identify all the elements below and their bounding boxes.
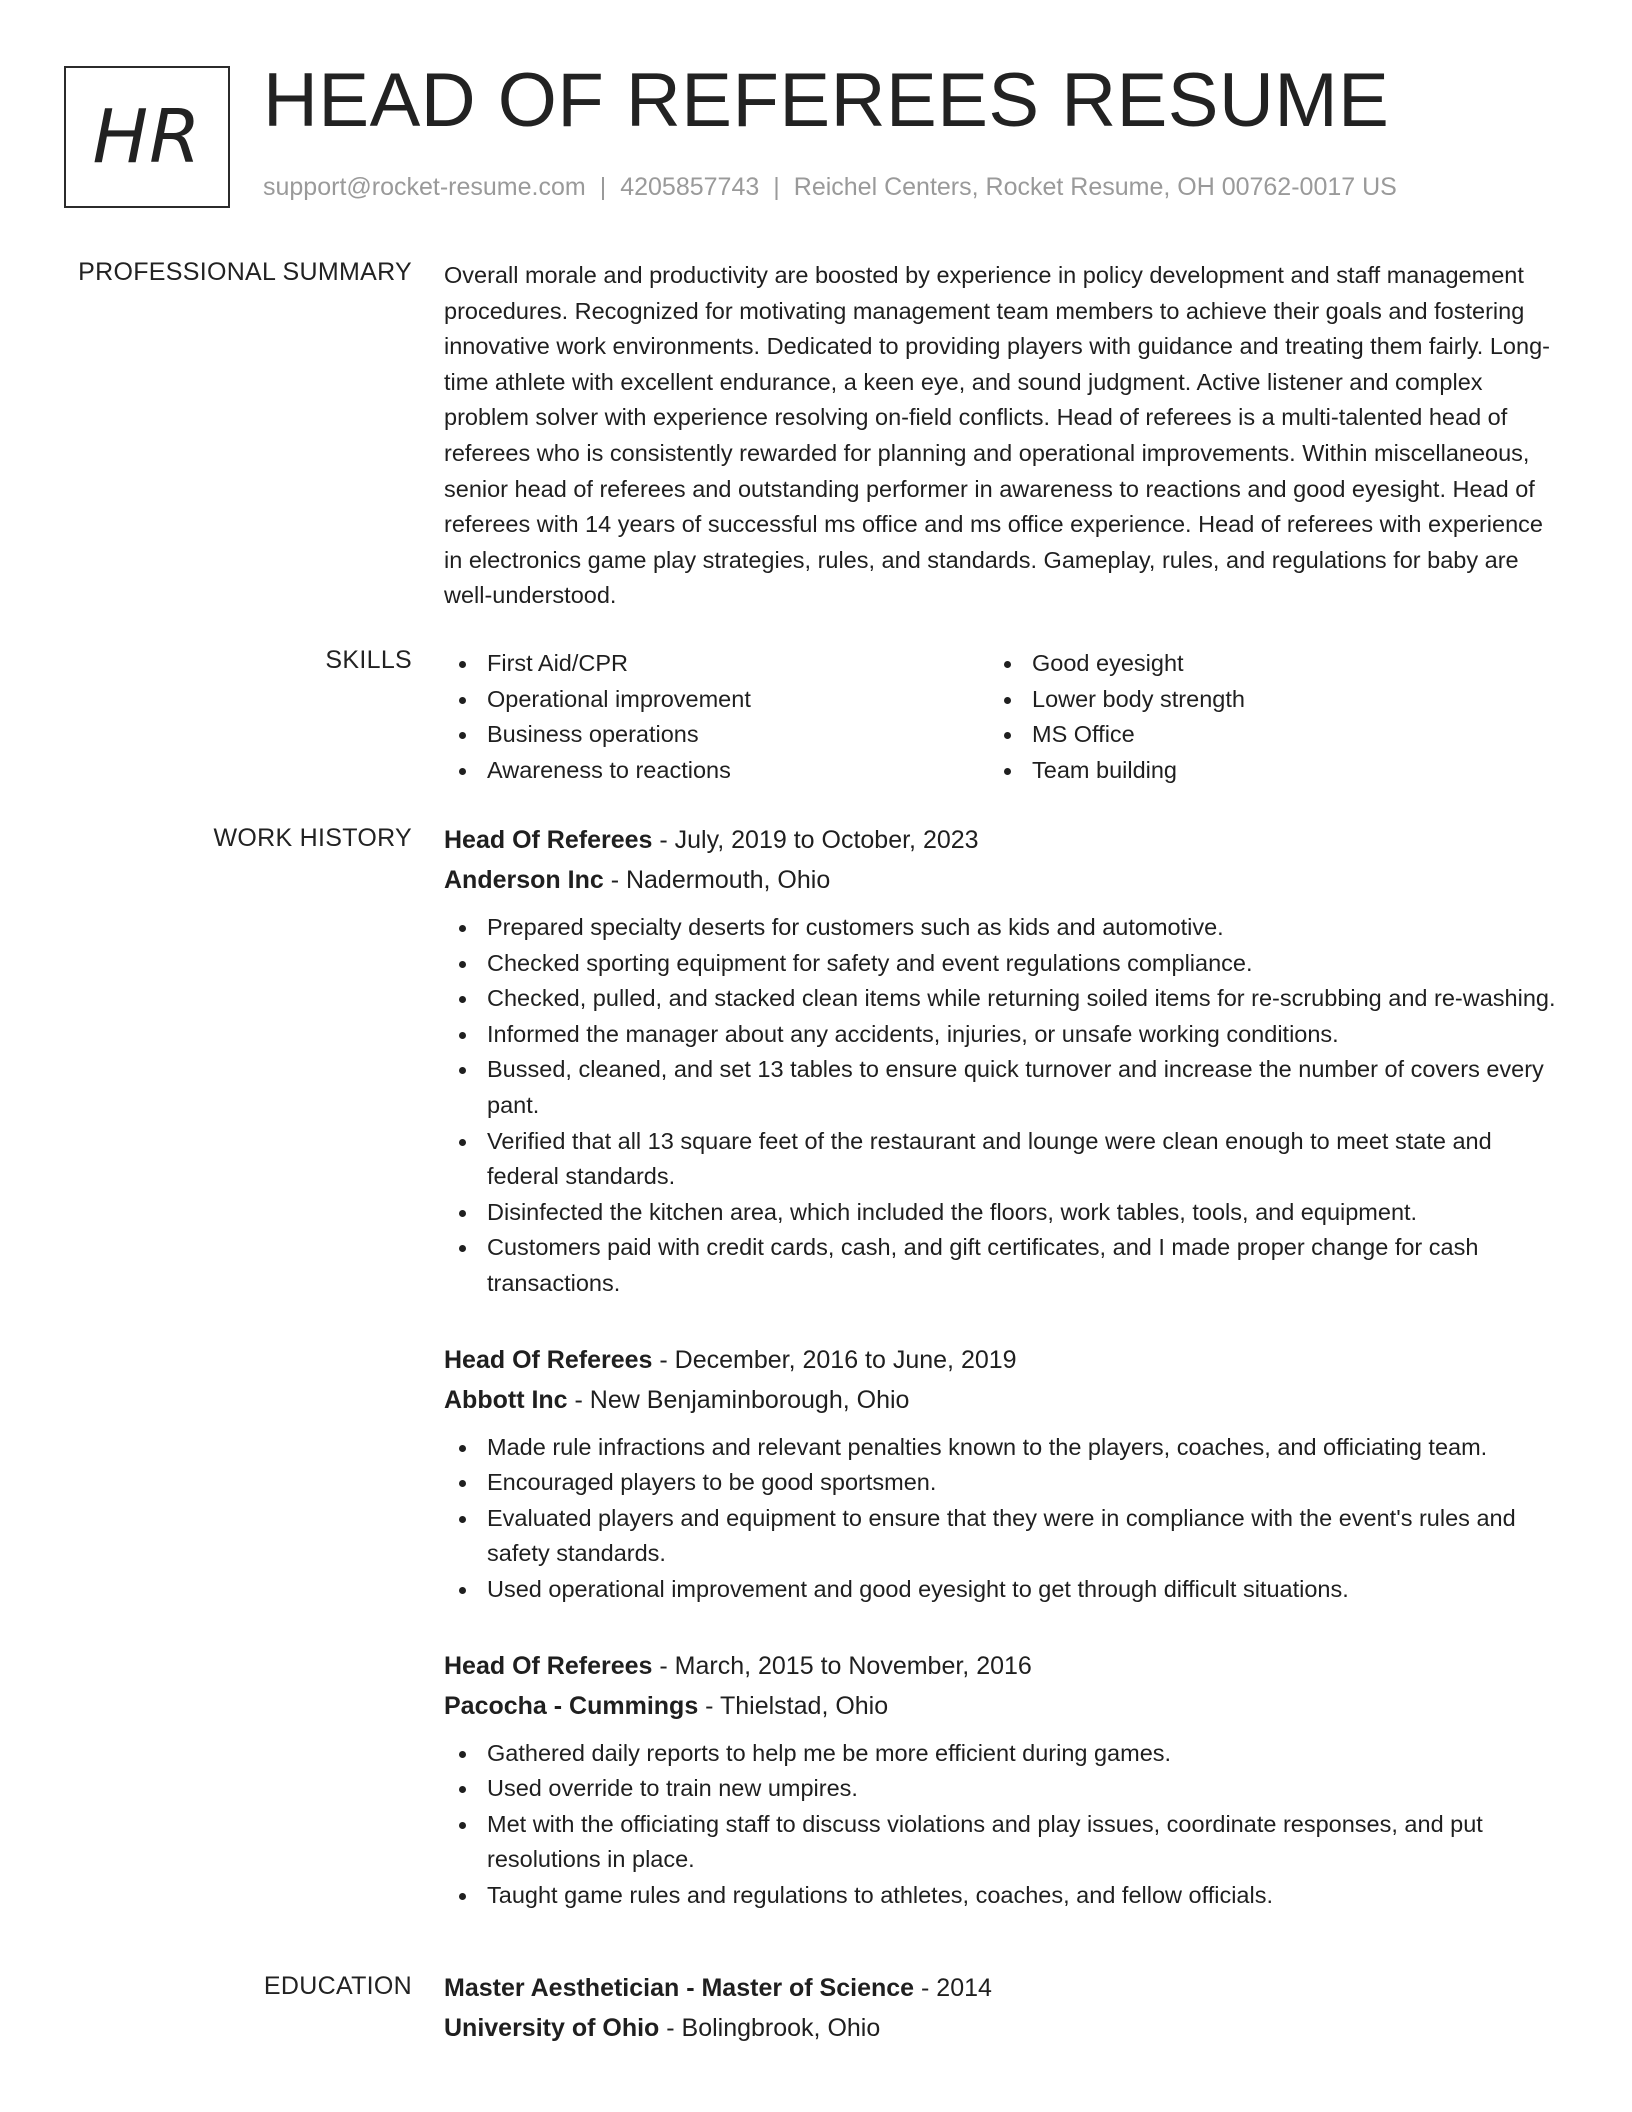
- education-school: University of Ohio: [444, 2014, 660, 2042]
- job-duty: Met with the officiating staff to discuss violations and play issues, coordinate responses, and put resolutions in place.: [444, 1807, 1556, 1878]
- job-title: Head Of Referees: [444, 1651, 653, 1680]
- job-location: - Nadermouth, Ohio: [603, 866, 831, 894]
- education-location: - Bolingbrook, Ohio: [659, 2014, 881, 2042]
- job-duties-list: [444, 910, 1556, 1302]
- job-title-line: [444, 1646, 1556, 1686]
- job-duty: Verified that all 13 square feet of the restaurant and lounge were clean enough to meet state and federal standards.: [444, 1124, 1556, 1195]
- education-body: [444, 1968, 1556, 2048]
- job-dates: - December, 2016 to June, 2019: [652, 1345, 1017, 1374]
- job-duty: Disinfected the kitchen area, which included the floors, work tables, tools, and equipment.: [444, 1195, 1556, 1231]
- job-company-line: [444, 860, 1556, 900]
- job-duty: Taught game rules and regulations to athletes, coaches, and fellow officials.: [444, 1878, 1556, 1914]
- summary-body: [444, 258, 1556, 614]
- job-location: - New Benjaminborough, Ohio: [567, 1385, 910, 1414]
- contact-phone: 4205857743: [620, 173, 760, 201]
- job-duty: Checked sporting equipment for safety and event regulations compliance.: [444, 946, 1556, 982]
- resume-title: HEAD OF REFEREES RESUME: [263, 58, 1390, 143]
- skills-body: [444, 646, 1556, 788]
- job-company: Pacocha - Cummings: [444, 1691, 699, 1720]
- summary-text: Overall morale and productivity are boosted by experience in policy development and staff management procedures. Recognized for motivating management team members to achieve their goals and fostering innovative work environments. Dedicated to providing players with guidance and treating them fairly. Long-time athlete with excellent endurance, a keen eye, and sound judgment. Active listener and complex problem solver with experience resolving on-field conflicts. Head of referees is a multi-talented head of referees who is consistently rewarded for planning and operational improvements. Within miscellaneous, senior head of referees and outstanding performer in awareness to reactions and good eyesight. Head of referees with 14 years of successful ms office and ms office experience. Head of referees with experience in electronics game play strategies, rules, and standards. Gameplay, rules, and regulations for baby are well-understood.: [444, 262, 1550, 609]
- job-dates: - July, 2019 to October, 2023: [652, 826, 979, 854]
- skills-list-right: [989, 646, 1534, 788]
- monogram-badge: [64, 66, 230, 208]
- monogram-text: HR: [92, 94, 202, 180]
- skills-list-left: [444, 646, 989, 788]
- job-title: Head Of Referees: [444, 826, 653, 854]
- education-school-line: [444, 2008, 1556, 2048]
- job-duty: Checked, pulled, and stacked clean items while returning soiled items for re-scrubbing and re-washing.: [444, 981, 1556, 1017]
- job-duty: Used operational improvement and good eyesight to get through difficult situations.: [444, 1572, 1556, 1608]
- work-history-heading: WORK HISTORY: [213, 824, 412, 852]
- job-dates: - March, 2015 to November, 2016: [652, 1651, 1032, 1680]
- job-duty: Bussed, cleaned, and set 13 tables to ensure quick turnover and increase the number of covers every pant.: [444, 1052, 1556, 1123]
- job-title-line: [444, 820, 1556, 860]
- contact-separator: |: [599, 173, 607, 201]
- job-duties-list: [444, 1430, 1556, 1608]
- skill-item: Awareness to reactions: [444, 753, 989, 789]
- job-entry: [444, 820, 1556, 1302]
- job-duty: Customers paid with credit cards, cash, and gift certificates, and I made proper change for cash transactions.: [444, 1230, 1556, 1301]
- job-duty: Used override to train new umpires.: [444, 1771, 1556, 1807]
- education-heading: EDUCATION: [263, 1972, 412, 2000]
- skill-item: Team building: [989, 753, 1534, 789]
- job-duty: Made rule infractions and relevant penalties known to the players, coaches, and officiating team.: [444, 1430, 1556, 1466]
- contact-separator: |: [773, 173, 780, 201]
- contact-email: support@rocket-resume.com: [263, 173, 586, 201]
- job-title: Head Of Referees: [444, 1345, 653, 1374]
- summary-heading: PROFESSIONAL SUMMARY: [78, 258, 412, 286]
- job-duty: Informed the manager about any accidents, injuries, or unsafe working conditions.: [444, 1017, 1556, 1053]
- contact-address: Reichel Centers, Rocket Resume, OH 00762-0017 US: [793, 173, 1397, 201]
- job-company-line: [444, 1380, 1556, 1420]
- skill-item: Business operations: [444, 717, 989, 753]
- skills-heading: SKILLS: [325, 646, 412, 674]
- education-degree-line: [444, 1968, 1556, 2008]
- job-duty: Encouraged players to be good sportsmen.: [444, 1465, 1556, 1501]
- skill-item: Lower body strength: [989, 682, 1534, 718]
- job-title-line: [444, 1340, 1556, 1380]
- work-history-body: [444, 820, 1556, 1913]
- job-duty: Evaluated players and equipment to ensure that they were in compliance with the event's rules and safety standards.: [444, 1501, 1556, 1572]
- skill-item: MS Office: [989, 717, 1534, 753]
- job-entry: [444, 1340, 1556, 1608]
- education-degree: Master Aesthetician - Master of Science: [444, 1974, 915, 2002]
- job-company-line: [444, 1686, 1556, 1726]
- job-duty: Gathered daily reports to help me be more efficient during games.: [444, 1736, 1556, 1772]
- contact-line: [263, 173, 1397, 202]
- skill-item: Operational improvement: [444, 682, 989, 718]
- job-company: Anderson Inc: [444, 866, 604, 894]
- job-entry: [444, 1646, 1556, 1914]
- job-location: - Thielstad, Ohio: [698, 1691, 889, 1720]
- job-duty: Prepared specialty deserts for customers such as kids and automotive.: [444, 910, 1556, 946]
- job-duties-list: [444, 1736, 1556, 1914]
- education-year: - 2014: [914, 1974, 992, 2002]
- skill-item: Good eyesight: [989, 646, 1534, 682]
- job-company: Abbott Inc: [444, 1385, 568, 1414]
- skill-item: First Aid/CPR: [444, 646, 989, 682]
